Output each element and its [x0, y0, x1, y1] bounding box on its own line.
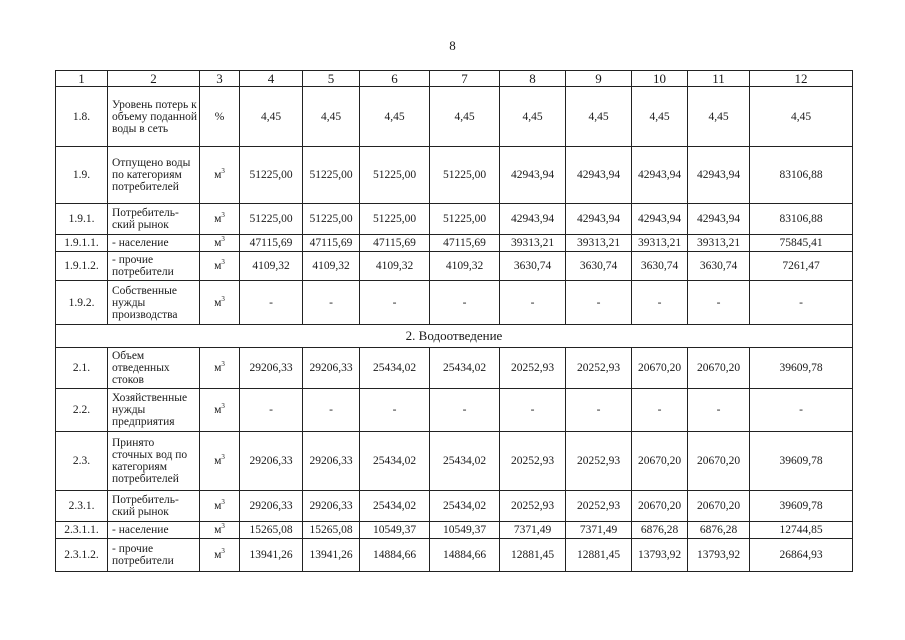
unit-base: м — [214, 237, 222, 249]
value-cell: 4109,32 — [303, 252, 360, 281]
value-cell: 10549,37 — [430, 522, 500, 539]
value-cell: 6876,28 — [688, 522, 750, 539]
data-table — [55, 70, 853, 572]
column-header: 9 — [566, 71, 632, 87]
value-cell: 20252,93 — [566, 348, 632, 389]
value-cell: 51225,00 — [360, 204, 430, 235]
unit-base: м — [214, 549, 222, 561]
unit-base: м — [214, 404, 222, 416]
value-cell: 51225,00 — [240, 204, 303, 235]
value-cell: 29206,33 — [240, 348, 303, 389]
value-cell: 20670,20 — [632, 491, 688, 522]
value-cell: 20670,20 — [688, 348, 750, 389]
unit-exponent: 3 — [221, 453, 225, 462]
value-cell: 4109,32 — [430, 252, 500, 281]
value-cell: 29206,33 — [303, 432, 360, 491]
value-cell: - — [303, 389, 360, 432]
row-number: 1.8. — [56, 87, 108, 147]
value-cell: 4,45 — [688, 87, 750, 147]
unit-exponent: 3 — [221, 547, 225, 556]
unit-cell — [200, 252, 240, 281]
value-cell: - — [240, 281, 303, 325]
unit-exponent: 3 — [221, 360, 225, 369]
value-cell: - — [360, 281, 430, 325]
value-cell: 25434,02 — [430, 491, 500, 522]
column-header: 1 — [56, 71, 108, 87]
section-row — [56, 325, 853, 348]
value-cell: 51225,00 — [430, 147, 500, 204]
value-cell: 47115,69 — [430, 235, 500, 252]
value-cell: 20670,20 — [688, 432, 750, 491]
value-cell: 4,45 — [303, 87, 360, 147]
value-cell: 10549,37 — [360, 522, 430, 539]
value-cell: 4,45 — [240, 87, 303, 147]
row-label: Уровень потерь к объему поданной воды в сеть — [108, 87, 200, 147]
table-row — [56, 87, 853, 147]
unit-exponent: 3 — [221, 167, 225, 176]
value-cell: - — [360, 389, 430, 432]
value-cell: 29206,33 — [240, 432, 303, 491]
unit-exponent: 3 — [221, 498, 225, 507]
column-header: 12 — [750, 71, 853, 87]
table-row — [56, 235, 853, 252]
value-cell: 51225,00 — [430, 204, 500, 235]
value-cell: 42943,94 — [688, 204, 750, 235]
row-number: 1.9.1.1. — [56, 235, 108, 252]
value-cell: 6876,28 — [632, 522, 688, 539]
unit-cell — [200, 522, 240, 539]
value-cell: - — [632, 281, 688, 325]
value-cell: 7371,49 — [566, 522, 632, 539]
column-header: 11 — [688, 71, 750, 87]
value-cell: 51225,00 — [360, 147, 430, 204]
value-cell: - — [632, 389, 688, 432]
row-number: 2.2. — [56, 389, 108, 432]
value-cell: 39313,21 — [566, 235, 632, 252]
value-cell: - — [566, 389, 632, 432]
unit-base: м — [214, 362, 222, 374]
value-cell: - — [303, 281, 360, 325]
row-number: 1.9. — [56, 147, 108, 204]
table-row — [56, 147, 853, 204]
value-cell: 12881,45 — [566, 539, 632, 572]
row-label: Принято сточных вод по категориям потребителей — [108, 432, 200, 491]
value-cell: 20252,93 — [566, 491, 632, 522]
value-cell: 4,45 — [360, 87, 430, 147]
value-cell: 13941,26 — [303, 539, 360, 572]
unit-base: м — [214, 260, 222, 272]
value-cell: 3630,74 — [500, 252, 566, 281]
value-cell: 4109,32 — [240, 252, 303, 281]
value-cell: 75845,41 — [750, 235, 853, 252]
row-label: Потребитель-ский рынок — [108, 204, 200, 235]
value-cell: 51225,00 — [240, 147, 303, 204]
value-cell: 3630,74 — [566, 252, 632, 281]
value-cell: 20252,93 — [500, 432, 566, 491]
value-cell: - — [500, 389, 566, 432]
value-cell: - — [688, 389, 750, 432]
row-label: Хозяйственные нужды предприятия — [108, 389, 200, 432]
value-cell: 15265,08 — [303, 522, 360, 539]
value-cell: 13941,26 — [240, 539, 303, 572]
value-cell: 26864,93 — [750, 539, 853, 572]
table-row — [56, 522, 853, 539]
value-cell: 20252,93 — [500, 491, 566, 522]
value-cell: 47115,69 — [303, 235, 360, 252]
table-row — [56, 281, 853, 325]
value-cell: 20670,20 — [688, 491, 750, 522]
unit-cell — [200, 147, 240, 204]
row-number: 1.9.1. — [56, 204, 108, 235]
column-header: 5 — [303, 71, 360, 87]
row-number: 2.3.1.2. — [56, 539, 108, 572]
value-cell: 39609,78 — [750, 432, 853, 491]
value-cell: 47115,69 — [360, 235, 430, 252]
value-cell: - — [240, 389, 303, 432]
value-cell: - — [430, 281, 500, 325]
unit-cell — [200, 539, 240, 572]
value-cell: 4,45 — [750, 87, 853, 147]
unit-base: м — [214, 455, 222, 467]
table-row — [56, 348, 853, 389]
value-cell: 3630,74 — [632, 252, 688, 281]
value-cell: 13793,92 — [688, 539, 750, 572]
value-cell: 20252,93 — [500, 348, 566, 389]
value-cell: 29206,33 — [303, 491, 360, 522]
value-cell: 83106,88 — [750, 204, 853, 235]
value-cell: 25434,02 — [360, 348, 430, 389]
row-number: 2.3.1. — [56, 491, 108, 522]
value-cell: - — [566, 281, 632, 325]
table-row — [56, 389, 853, 432]
row-number: 2.3. — [56, 432, 108, 491]
value-cell: 39609,78 — [750, 491, 853, 522]
row-label: - население — [108, 522, 200, 539]
page-number: 8 — [449, 38, 456, 53]
value-cell: 39313,21 — [632, 235, 688, 252]
unit-base: м — [214, 169, 222, 181]
value-cell: 4,45 — [430, 87, 500, 147]
table-row — [56, 204, 853, 235]
value-cell: - — [750, 389, 853, 432]
unit-cell — [200, 204, 240, 235]
unit-base: м — [214, 500, 222, 512]
value-cell: 29206,33 — [240, 491, 303, 522]
row-label: - прочие потребители — [108, 252, 200, 281]
value-cell: 51225,00 — [303, 147, 360, 204]
column-header: 2 — [108, 71, 200, 87]
unit-cell — [200, 235, 240, 252]
column-header: 6 — [360, 71, 430, 87]
unit-base: м — [214, 524, 222, 536]
value-cell: 20252,93 — [566, 432, 632, 491]
value-cell: 4109,32 — [360, 252, 430, 281]
value-cell: 13793,92 — [632, 539, 688, 572]
unit-cell — [200, 87, 240, 147]
value-cell: 42943,94 — [500, 204, 566, 235]
value-cell: 83106,88 — [750, 147, 853, 204]
column-header: 10 — [632, 71, 688, 87]
value-cell: 25434,02 — [360, 491, 430, 522]
value-cell: 42943,94 — [500, 147, 566, 204]
unit-exponent: 3 — [221, 211, 225, 220]
column-header: 7 — [430, 71, 500, 87]
value-cell: 42943,94 — [632, 147, 688, 204]
row-label: Потребитель-ский рынок — [108, 491, 200, 522]
row-number: 2.1. — [56, 348, 108, 389]
value-cell: - — [688, 281, 750, 325]
row-number: 2.3.1.1. — [56, 522, 108, 539]
unit-cell — [200, 348, 240, 389]
value-cell: 42943,94 — [632, 204, 688, 235]
column-header: 4 — [240, 71, 303, 87]
unit-exponent: 3 — [221, 258, 225, 267]
unit-cell — [200, 491, 240, 522]
value-cell: 4,45 — [566, 87, 632, 147]
value-cell: 39609,78 — [750, 348, 853, 389]
table-row — [56, 539, 853, 572]
value-cell: 14884,66 — [430, 539, 500, 572]
unit-exponent: 3 — [221, 235, 225, 244]
value-cell: - — [500, 281, 566, 325]
value-cell: - — [430, 389, 500, 432]
section-title: 2. Водоотведение — [56, 325, 853, 348]
row-label: Отпущено воды по категориям потребителей — [108, 147, 200, 204]
value-cell: 51225,00 — [303, 204, 360, 235]
row-number: 1.9.2. — [56, 281, 108, 325]
unit-exponent: 3 — [221, 522, 225, 531]
row-label: Объем отведенных стоков — [108, 348, 200, 389]
value-cell: 25434,02 — [430, 348, 500, 389]
value-cell: 39313,21 — [500, 235, 566, 252]
value-cell: 7371,49 — [500, 522, 566, 539]
column-header: 8 — [500, 71, 566, 87]
value-cell: 29206,33 — [303, 348, 360, 389]
column-header: 3 — [200, 71, 240, 87]
value-cell: 47115,69 — [240, 235, 303, 252]
unit-cell — [200, 389, 240, 432]
value-cell: 42943,94 — [566, 147, 632, 204]
value-cell: 3630,74 — [688, 252, 750, 281]
table-row — [56, 491, 853, 522]
value-cell: 20670,20 — [632, 348, 688, 389]
value-cell: 42943,94 — [688, 147, 750, 204]
header-row — [56, 71, 853, 87]
unit-base: м — [214, 213, 222, 225]
value-cell: 25434,02 — [430, 432, 500, 491]
unit-exponent: 3 — [221, 294, 225, 303]
value-cell: 12881,45 — [500, 539, 566, 572]
unit-base: м — [214, 296, 222, 309]
value-cell: 25434,02 — [360, 432, 430, 491]
row-label: Собственные нужды производства — [108, 281, 200, 325]
table-row — [56, 432, 853, 491]
value-cell: 20670,20 — [632, 432, 688, 491]
value-cell: 39313,21 — [688, 235, 750, 252]
value-cell: - — [750, 281, 853, 325]
unit-cell — [200, 281, 240, 325]
row-label: - население — [108, 235, 200, 252]
value-cell: 42943,94 — [566, 204, 632, 235]
value-cell: 12744,85 — [750, 522, 853, 539]
unit-base: % — [214, 110, 225, 123]
row-number: 1.9.1.2. — [56, 252, 108, 281]
unit-cell — [200, 432, 240, 491]
unit-exponent: 3 — [221, 402, 225, 411]
value-cell: 4,45 — [500, 87, 566, 147]
value-cell: 15265,08 — [240, 522, 303, 539]
value-cell: 7261,47 — [750, 252, 853, 281]
value-cell: 14884,66 — [360, 539, 430, 572]
value-cell: 4,45 — [632, 87, 688, 147]
row-label: - прочие потребители — [108, 539, 200, 572]
table-row — [56, 252, 853, 281]
